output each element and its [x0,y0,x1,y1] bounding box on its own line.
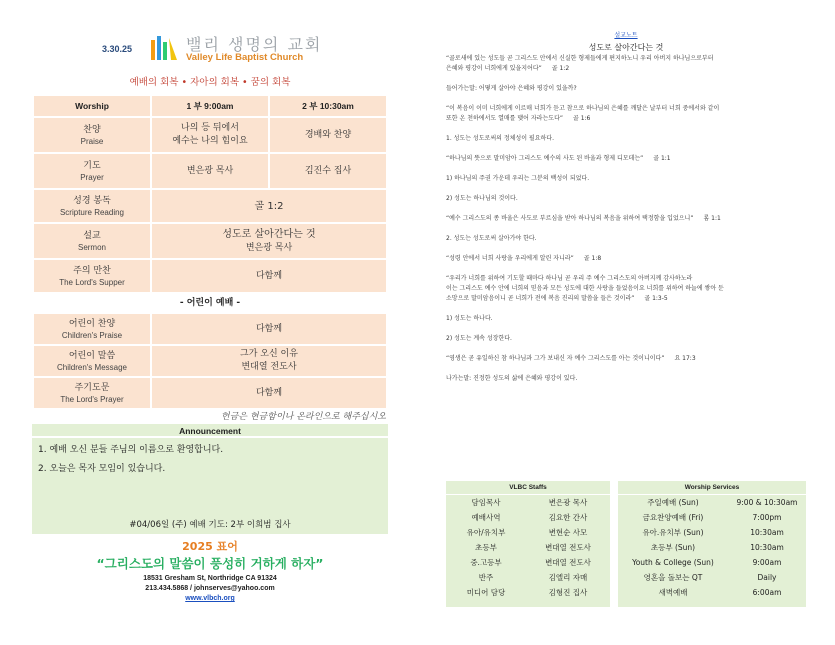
sermon-note-line [446,294,806,304]
sermon-note-text: 1) 하나님의 주권 가운데 우리는 그분의 백성이 되었다. [446,175,590,182]
kids-order-table [32,312,388,410]
info-tables [446,481,806,607]
sermon-note-line [446,304,806,314]
sermon-note-line [446,284,806,294]
kids-worship-title: - 어린이 예배 - [179,298,241,308]
scripture-reference: 골 1:8 [583,255,602,262]
announcement-item: 2. 오늘은 목자 모임이 있습니다. [38,464,166,474]
prayer-first: 변은광 목사 [151,153,269,189]
sermon-note-line [446,204,806,214]
sermon-note-line [446,164,806,174]
services-table [618,481,806,607]
scripture-reference: 롬 1:1 [703,215,721,222]
sermon-note-text: “우리가 너희를 위하여 기도할 때마다 하나님 곧 우리 주 예수 그리스도의 아버지께 감사하노라 [446,275,693,282]
sermon-note-line [446,254,806,264]
praise-first: 나의 등 뒤에서 예수는 나의 힘이요 [151,117,269,153]
staff-row [446,540,610,555]
sermon-note-line [446,54,806,64]
service-role: 유아.유치부 (Sun) [642,528,704,537]
sermon-note-text: “하나님의 뜻으로 말미암아 그리스도 예수의 사도 된 바울과 형제 디모데는” [446,155,644,162]
lords-prayer-label: 주기도문 The Lord's Prayer [33,377,151,409]
scripture-reference: 요 17:3 [674,355,696,362]
sermon-note-line [446,274,806,284]
prayer-assignment-note: #04/06일 (주) 예배 기도: 2부 이희범 집사 [129,520,291,530]
staff-role: 반주 [478,573,494,582]
sermon-note-text: 소망으로 말미암음이니 곧 너희가 전에 복음 진리의 말씀을 들은 것이라” [446,295,635,302]
service-row [618,525,806,540]
sermon-notes-title: 성도로 살아간다는 것 [588,43,664,52]
sermon-note-text: 나가는말: 진정한 성도의 삶에 은혜와 평강이 있다. [446,375,578,382]
sermon-note-line [446,174,806,184]
supper-label: 주의 만찬 The Lord's Supper [33,259,151,293]
sermon-note-text: “영생은 곧 유일하신 참 하나님과 그가 보내신 자 예수 그리스도를 아는 것이니이다” [446,355,665,362]
sermon-note-line [446,194,806,204]
staff-value: 변대열 전도사 [545,558,591,567]
kids-praise-value: 다함께 [151,313,387,345]
staff-role: 담임목사 [471,498,501,507]
church-name-korean: 밸리 생명의 교회 [186,35,323,54]
church-motto: 예배의 회복 • 자아의 회복 • 꿈의 회복 [129,77,291,88]
staff-role: 유아/유치부 [466,528,506,537]
staff-row [446,570,610,585]
service-row [618,510,806,525]
kids-message-label: 어린이 말씀 Children's Message [33,345,151,377]
staff-role: 예배사역 [471,513,501,522]
praise-label: 찬양 Praise [33,117,151,153]
sermon-note-line [446,74,806,84]
service-row [618,540,806,555]
kids-message-value: 그가 오신 이유 변대열 전도사 [151,345,387,377]
service-row [618,495,806,510]
bulletin-date: 3.30.25 [102,44,133,54]
sermon-note-text: 들어가는말: 어떻게 살아야 은혜와 평강이 있을까? [446,85,577,92]
staff-row [446,495,610,510]
announcement-title: Announcement [32,424,388,438]
scripture-label: 성경 봉독 Scripture Reading [33,189,151,223]
staff-table [446,481,610,607]
services-table-title: Worship Services [618,481,806,495]
service-value: 9:00am [752,558,782,567]
sermon-note-text: 2) 성도는 계속 성장한다. [446,335,512,342]
church-logo-icon [149,34,179,64]
staff-row [446,585,610,600]
service-role: 주일예배 (Sun) [647,498,699,507]
bulletin-footer [32,538,388,604]
sermon-note-line [446,244,806,254]
sermon-note-text: 2. 성도는 성도로써 살아가야 한다. [446,235,537,242]
sermon-notes-body [446,54,806,384]
service-row [618,585,806,600]
sermon-note-text: 1) 성도는 하나다. [446,315,493,322]
staff-row [446,510,610,525]
sermon-note-line [446,314,806,324]
staff-value: 김형진 집사 [548,588,588,597]
staff-role: 미디어 담당 [466,588,506,597]
announcement-box [32,424,388,534]
lords-prayer-value: 다함께 [151,377,387,409]
col-worship: Worship [33,95,151,117]
sermon-note-line [446,214,806,224]
sermon-note-text: 1. 성도는 성도로써의 정체성이 필요하다. [446,135,554,142]
sermon-note-line [446,354,806,364]
sermon-label: 설교 Sermon [33,223,151,259]
church-website-link[interactable]: www.vlbch.org [185,595,235,602]
sermon-value: 성도로 살아간다는 것 변은광 목사 [151,223,387,259]
staff-row [446,555,610,570]
service-value: 7:00pm [752,513,782,522]
year-motto-title: 2025 표어 [182,540,238,553]
announcement-item: 1. 예배 오신 분들 주님의 이름으로 환영합니다. [38,445,224,455]
service-role: 영혼을 돌보는 QT [643,573,703,582]
sermon-note-line [446,264,806,274]
sermon-note-line [446,224,806,234]
sermon-note-line [446,84,806,94]
sermon-note-text: 또한 온 천하에서도 열매를 맺어 자라는도다” [446,115,563,122]
staff-value: 변현순 사모 [548,528,588,537]
sermon-note-line [446,154,806,164]
scripture-reference: 골 1:1 [653,155,671,162]
sermon-note-line [446,124,806,134]
staff-role: 중.고등부 [470,558,502,567]
staff-value: 김요한 간사 [548,513,588,522]
service-value: 10:30am [750,528,784,537]
service-role: 금요찬양예배 (Fri) [642,513,704,522]
sermon-note-line [446,94,806,104]
sermon-note-text: “이 복음이 이미 너희에게 이르매 너희가 듣고 참으로 하나님의 은혜를 깨달은 날부터 너희 중에서와 같이 [446,105,720,112]
kids-praise-label: 어린이 찬양 Children's Praise [33,313,151,345]
sermon-note-line [446,334,806,344]
service-value: 10:30am [750,543,784,552]
service-value: 6:00am [752,588,782,597]
sermon-note-text: “성령 안에서 너희 사랑을 우리에게 알린 자니라” [446,255,574,262]
sermon-note-line [446,104,806,114]
scripture-reference: 골 1:2 [551,65,570,72]
service-row [618,555,806,570]
sermon-note-text: “예수 그리스도의 종 바울은 사도로 부르심을 받아 하나님의 복음을 위하여 택정함을 입었으니” [446,215,694,222]
sermon-note-text: “골로새에 있는 성도들 곧 그리스도 안에서 신실한 형제들에게 편지하노니 우리 아버지 하나님으로부터 [446,55,714,62]
sermon-notes-label: 설교노트 [614,32,638,39]
bulletin-front [32,30,388,604]
year-motto-verse: “그리스도의 말씀이 풍성히 거하게 하자” [96,556,324,571]
service-role: Youth & College (Sun) [632,558,714,567]
service-role: 초등부 (Sun) [650,543,696,552]
praise-second: 경배와 찬양 [269,117,387,153]
church-name-english: Valley Life Baptist Church [186,52,304,63]
sermon-note-line [446,64,806,74]
church-address: 18531 Gresham St, Northridge CA 91324 [143,575,277,582]
staff-value: 김엘리 자매 [548,573,588,582]
sermon-note-line [446,234,806,244]
col-first-service: 1 부 9:00am [151,95,269,117]
sermon-notes-page [446,30,806,597]
scripture-reference: 골 1:3-5 [644,295,668,302]
sermon-note-line [446,114,806,124]
staff-value: 변대열 전도사 [545,543,591,552]
staff-value: 변은광 목사 [548,498,588,507]
sermon-note-line [446,344,806,354]
sermon-note-text: 이는 그리스도 예수 안에 너희의 믿음과 모든 성도에 대한 사랑을 들었음이요 너희를 위하여 하늘에 쌓아 둔 [446,285,724,292]
staff-table-title: VLBC Staffs [446,481,610,495]
sermon-note-line [446,134,806,144]
service-value: Daily [757,573,777,582]
sermon-note-text: 2) 성도는 하나님의 것이다. [446,195,518,202]
staff-row [446,525,610,540]
col-second-service: 2 부 10:30am [269,95,387,117]
sermon-note-line [446,144,806,154]
prayer-second: 김진수 집사 [269,153,387,189]
sermon-note-line [446,184,806,194]
church-contact: 213.434.5868 / johnserves@yahoo.com [145,585,275,592]
worship-order-table [32,94,388,294]
service-value: 9:00 & 10:30am [736,498,798,507]
service-role: 새벽예배 [658,588,688,597]
prayer-label: 기도 Prayer [33,153,151,189]
sermon-note-line [446,364,806,374]
sermon-note-text: 은혜와 평강이 너희에게 있을지어다” [446,65,542,72]
scripture-value: 골 1:2 [151,189,387,223]
bulletin-header [32,30,388,72]
sermon-note-line [446,324,806,334]
offering-note: 헌금은 현금함이나 온라인으로 해주십시오 [220,412,386,422]
staff-role: 초등부 [475,543,497,552]
service-row [618,570,806,585]
supper-value: 다함께 [151,259,387,293]
scripture-reference: 골 1:6 [572,115,591,122]
sermon-note-line [446,374,806,384]
